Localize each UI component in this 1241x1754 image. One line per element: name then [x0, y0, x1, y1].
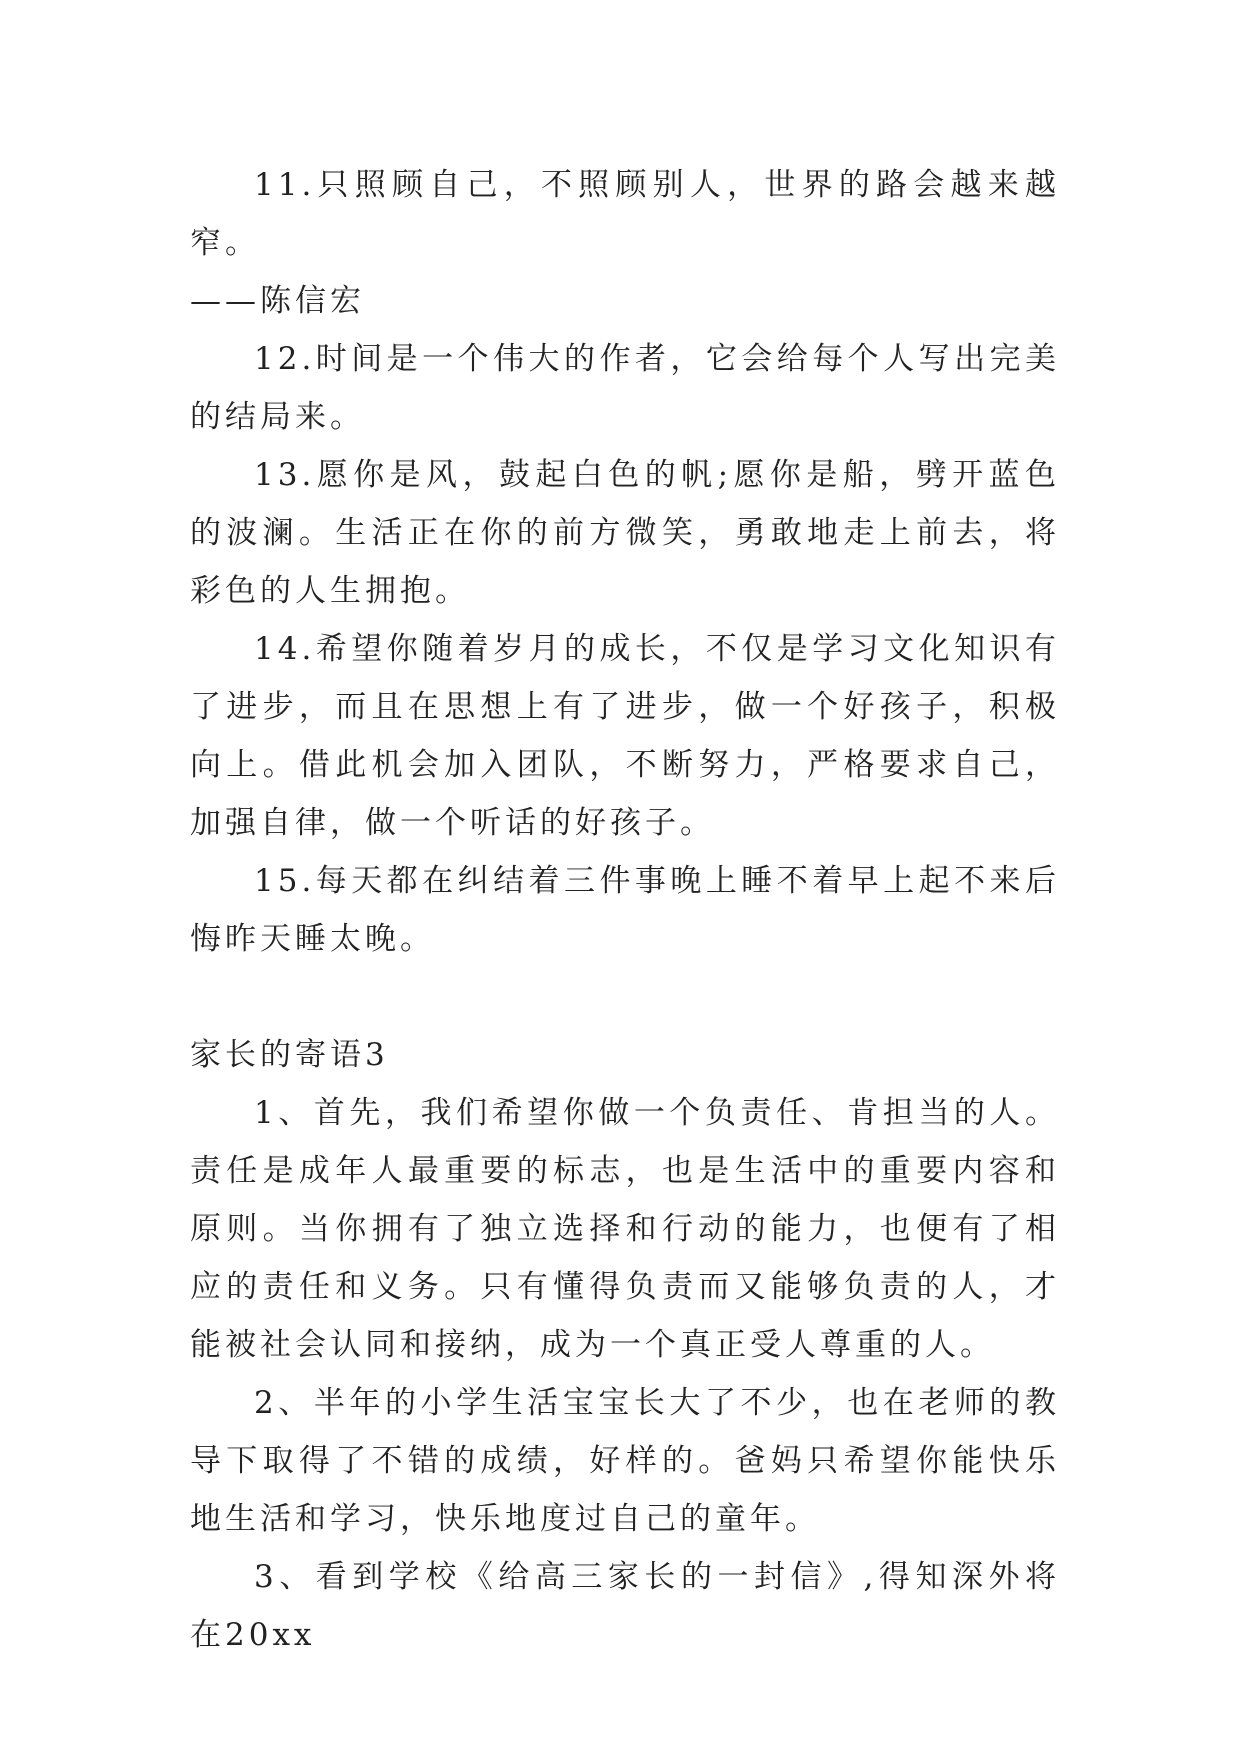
quote-attribution: ——陈信宏 — [190, 283, 365, 319]
paragraph-item-2: 2、半年的小学生活宝宝长大了不少，也在老师的教导下取得了不错的成绩，好样的。爸妈只希望你能快乐地生活和学习，快乐地度过自己的童年。 — [190, 1385, 1060, 1537]
paragraph-item-13: 13.愿你是风，鼓起白色的帆;愿你是船，劈开蓝色的波澜。生活正在你的前方微笑，勇敢地走上前去，将彩色的人生拥抱。 — [190, 457, 1060, 609]
paragraph-item-12: 12.时间是一个伟大的作者，它会给每个人写出完美的结局来。 — [190, 341, 1060, 435]
document-body — [190, 156, 1060, 1664]
paragraph-item-11: 11.只照顾自己，不照顾别人，世界的路会越来越窄。 — [190, 167, 1060, 261]
section-heading: 家长的寄语3 — [190, 1037, 389, 1073]
paragraph-item-3: 3、看到学校《给高三家长的一封信》,得知深外将在20xx — [190, 1559, 1060, 1653]
paragraph-item-15: 15.每天都在纠结着三件事晚上睡不着早上起不来后悔昨天睡太晚。 — [190, 863, 1060, 957]
paragraph-item-1: 1、首先，我们希望你做一个负责任、肯担当的人。责任是成年人最重要的标志，也是生活中的重要内容和原则。当你拥有了独立选择和行动的能力，也便有了相应的责任和义务。只有懂得负责而又能够负责的人，才能被社会认同和接纳，成为一个真正受人尊重的人。 — [190, 1095, 1060, 1363]
paragraph-item-14: 14.希望你随着岁月的成长，不仅是学习文化知识有了进步，而且在思想上有了进步，做一个好孩子，积极向上。借此机会加入团队，不断努力，严格要求自己，加强自律，做一个听话的好孩子。 — [190, 631, 1060, 841]
